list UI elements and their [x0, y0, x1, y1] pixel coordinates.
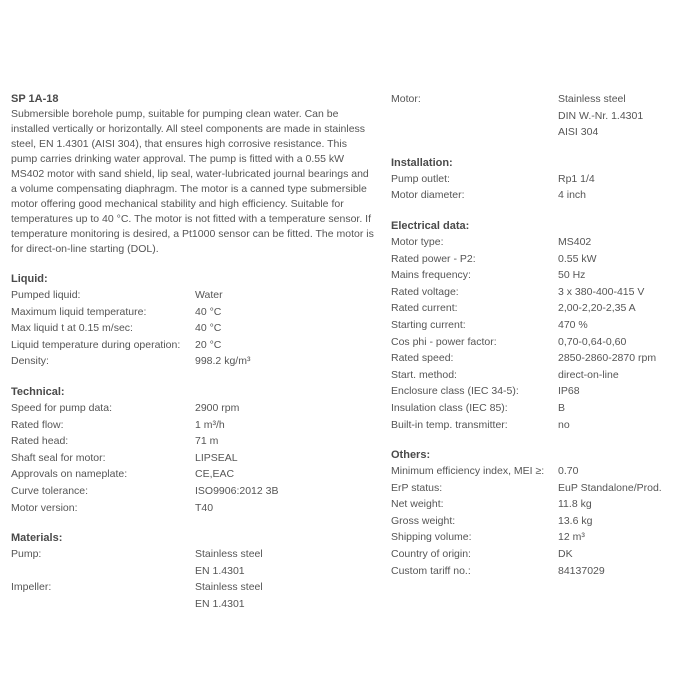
- spec-value: ISO9906:2012 3B: [195, 484, 279, 497]
- spec-label: Insulation class (IEC 85):: [391, 401, 508, 414]
- spec-value: 40 °C: [195, 322, 222, 335]
- spec-value: 71 m: [195, 435, 219, 448]
- spec-label: Maximum liquid temperature:: [11, 305, 147, 318]
- spec-value: 12 m³: [558, 531, 585, 544]
- spec-value: Stainless steel DIN W.-Nr. 1.4301 AISI 304: [558, 93, 644, 139]
- spec-label: Rated power - P2:: [391, 252, 476, 265]
- spec-row: [391, 480, 691, 497]
- spec-label: Cos phi - power factor:: [391, 335, 497, 348]
- spec-value: T40: [195, 501, 214, 514]
- spec-value: 2900 rpm: [195, 401, 240, 414]
- spec-label: Starting current:: [391, 318, 466, 331]
- spec-value: 2,00-2,20-2,35 A: [558, 302, 636, 315]
- spec-row: [11, 417, 376, 434]
- spec-value: 20 °C: [195, 338, 222, 351]
- left-column: [11, 91, 376, 613]
- spec-value: 11.8 kg: [558, 498, 592, 511]
- spec-label: Shipping volume:: [391, 531, 472, 544]
- spec-row: [391, 463, 691, 480]
- spec-label: Start. method:: [391, 368, 457, 381]
- spec-value: DK: [558, 548, 573, 561]
- spec-row: [11, 433, 376, 450]
- spec-row: [391, 496, 691, 513]
- spec-row: [391, 513, 691, 530]
- spec-label: Impeller:: [11, 581, 52, 594]
- spec-value: EuP Standalone/Prod.: [558, 481, 662, 494]
- spec-value: 3 x 380-400-415 V: [558, 285, 645, 298]
- spec-label: Custom tariff no.:: [391, 564, 471, 577]
- product-title: SP 1A-18: [11, 93, 59, 105]
- spec-section: [391, 91, 691, 141]
- spec-row: [391, 300, 691, 317]
- spec-row: [391, 334, 691, 351]
- spec-row: [391, 350, 691, 367]
- spec-label: Gross weight:: [391, 514, 456, 527]
- spec-label: Mains frequency:: [391, 269, 471, 282]
- section-title: Technical:: [11, 385, 65, 398]
- spec-value: direct-on-line: [558, 368, 619, 381]
- spec-value: 1 m³/h: [195, 418, 225, 431]
- spec-label: Enclosure class (IEC 34-5):: [391, 385, 519, 398]
- spec-row: [11, 546, 376, 579]
- spec-label: Country of origin:: [391, 548, 471, 561]
- spec-row: [11, 450, 376, 467]
- spec-label: Pump:: [11, 548, 42, 561]
- spec-row: [11, 500, 376, 517]
- spec-label: Liquid temperature during operation:: [11, 338, 181, 351]
- spec-section: [11, 271, 376, 370]
- spec-row: [11, 287, 376, 304]
- spec-value: 40 °C: [195, 305, 222, 318]
- spec-value: IP68: [558, 385, 580, 398]
- spec-row: [391, 546, 691, 563]
- spec-label: Approvals on nameplate:: [11, 468, 128, 481]
- section-title: Electrical data:: [391, 219, 470, 232]
- spec-value: Stainless steel EN 1.4301: [195, 581, 263, 610]
- spec-row: [391, 284, 691, 301]
- spec-label: Curve tolerance:: [11, 484, 89, 497]
- spec-label: Net weight:: [391, 498, 444, 511]
- spec-row: [391, 187, 691, 204]
- spec-section: [11, 384, 376, 516]
- spec-label: Pump outlet:: [391, 172, 450, 185]
- spec-row: [391, 317, 691, 334]
- spec-label: Built-in temp. transmitter:: [391, 418, 508, 431]
- spec-row: [391, 400, 691, 417]
- spec-value: 2850-2860-2870 rpm: [558, 352, 657, 365]
- spec-label: Max liquid t at 0.15 m/sec:: [11, 322, 133, 335]
- spec-value: Stainless steel EN 1.4301: [195, 548, 263, 577]
- spec-section: [391, 155, 691, 204]
- spec-row: [391, 91, 691, 141]
- spec-label: Rated current:: [391, 302, 458, 315]
- spec-value: 0.55 kW: [558, 252, 597, 265]
- spec-row: [391, 251, 691, 268]
- spec-label: Motor type:: [391, 235, 444, 248]
- spec-label: Rated flow:: [11, 418, 64, 431]
- spec-row: [11, 337, 376, 354]
- spec-value: LIPSEAL: [195, 451, 238, 464]
- spec-section: [11, 530, 376, 612]
- spec-section: [391, 447, 691, 579]
- section-title: Liquid:: [11, 273, 48, 285]
- spec-value: B: [558, 401, 566, 414]
- section-title: Installation:: [391, 156, 453, 169]
- spec-label: Pumped liquid:: [11, 289, 81, 301]
- spec-label: Shaft seal for motor:: [11, 451, 106, 464]
- section-title: Materials:: [11, 532, 63, 545]
- spec-value: 470 %: [558, 318, 588, 331]
- spec-value: 0.70: [558, 465, 579, 478]
- spec-value: 50 Hz: [558, 269, 586, 282]
- spec-value: 998.2 kg/m³: [195, 355, 251, 368]
- spec-row: [391, 417, 691, 434]
- spec-label: Density:: [11, 355, 49, 368]
- spec-row: [391, 267, 691, 284]
- spec-row: [391, 529, 691, 546]
- spec-value: MS402: [558, 235, 592, 248]
- spec-row: [391, 367, 691, 384]
- spec-value: CE,EAC: [195, 468, 235, 481]
- spec-section: [391, 218, 691, 433]
- right-spec-sections: [391, 91, 691, 579]
- section-title: Others:: [391, 449, 431, 462]
- spec-row: [11, 400, 376, 417]
- spec-label: Minimum efficiency index, MEI ≥:: [391, 465, 545, 478]
- spec-row: [391, 171, 691, 188]
- spec-label: Rated head:: [11, 435, 69, 448]
- spec-value: 84137029: [558, 564, 605, 577]
- spec-label: Speed for pump data:: [11, 401, 112, 414]
- spec-row: [11, 483, 376, 500]
- spec-row: [11, 579, 376, 612]
- spec-value: 13.6 kg: [558, 514, 593, 527]
- spec-row: [391, 234, 691, 251]
- spec-row: [391, 563, 691, 580]
- spec-value: 4 inch: [558, 189, 587, 202]
- spec-label: ErP status:: [391, 481, 443, 494]
- spec-value: Water: [195, 289, 223, 301]
- spec-label: Rated speed:: [391, 352, 454, 365]
- right-column: [391, 91, 691, 579]
- spec-row: [11, 353, 376, 370]
- spec-label: Motor:: [391, 93, 421, 105]
- spec-value: 0,70-0,64-0,60: [558, 335, 627, 348]
- spec-label: Motor version:: [11, 501, 78, 514]
- spec-row: [11, 304, 376, 321]
- spec-label: Rated voltage:: [391, 285, 459, 298]
- left-spec-sections: [11, 271, 376, 613]
- spec-value: no: [558, 418, 570, 431]
- spec-row: [391, 383, 691, 400]
- product-description: Submersible borehole pump, suitable for pumping clean water. Can be installed vertically or horizontally. All steel components are made in stainless steel, EN 1.4301 (AISI 304), that ensures high corrosive resistance. This pump carries drinking water approval. The pump is fitted with a 0.55 kW MS402 motor with sand shield, lip seal, water-lubricated journal bearings and a volume compensating diaphragm. The motor is a canned type submersible motor offering good mechanical stability and high efficiency. Suitable for temperatures up to 40 °C. The motor is not fitted with a temperature sensor. If temperature monitoring is desired, a Pt1000 sensor can be fitted. The motor is for direct-on-line starting (DOL).: [11, 108, 374, 255]
- spec-row: [11, 466, 376, 483]
- spec-row: [11, 320, 376, 337]
- spec-label: Motor diameter:: [391, 189, 465, 202]
- spec-value: Rp1 1/4: [558, 172, 595, 185]
